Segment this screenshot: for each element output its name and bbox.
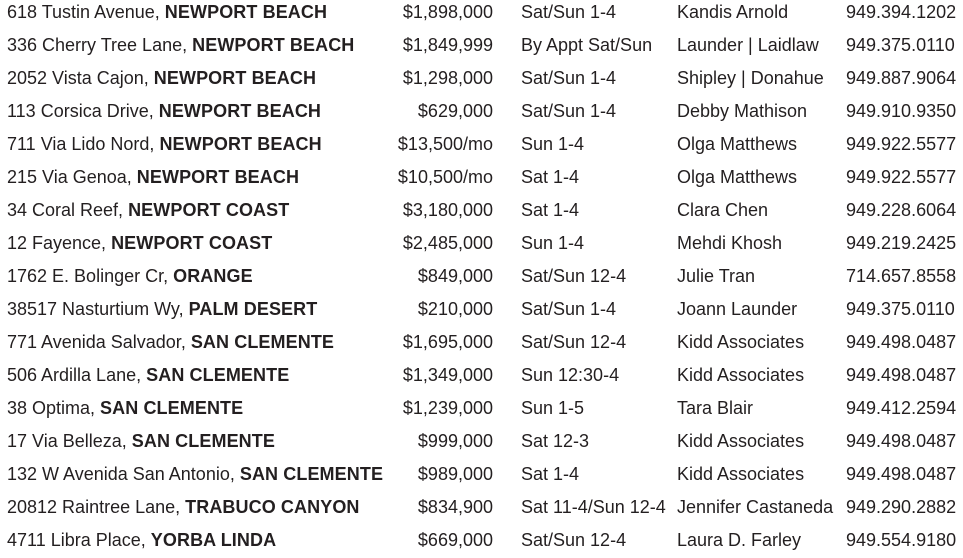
listing-agent: Julie Tran [677,266,756,286]
listing-city: NEWPORT COAST [111,233,273,253]
listing-phone: 949.554.9180 [846,530,957,550]
listing-phone: 949.498.0487 [846,464,957,484]
listing-price: $2,485,000 [402,233,493,253]
listing-open-hours: Sat 12-3 [521,431,590,451]
listing-phone: 949.412.2594 [846,398,957,418]
listing-open-hours: Sat 11-4/Sun 12-4 [521,497,666,517]
listing-row [0,161,963,194]
listing-open-hours: Sat/Sun 12-4 [521,530,627,550]
listing-price: $1,898,000 [402,2,493,22]
listing-price: $834,900 [417,497,493,517]
listing-address [7,29,354,62]
listing-phone: 949.228.6064 [846,200,957,220]
listing-row [0,425,963,458]
listing-agent: Kidd Associates [677,464,805,484]
listing-street: 38517 Nasturtium Wy, [7,299,189,319]
listing-phone: 949.922.5577 [846,134,957,154]
listing-price: $1,349,000 [402,365,493,385]
listing-street: 215 Via Genoa, [7,167,137,187]
listing-open-hours: Sat/Sun 1-4 [521,2,617,22]
listing-agent: Jennifer Castaneda [677,497,834,517]
listing-price: $669,000 [417,530,493,550]
listing-phone: 949.498.0487 [846,332,957,352]
listing-phone: 949.290.2882 [846,497,957,517]
listing-row [0,326,963,359]
listing-address [7,161,299,194]
listing-address [7,260,253,293]
listing-address [7,227,272,260]
listing-row [0,95,963,128]
listing-phone: 949.887.9064 [846,68,957,88]
listing-city: SAN CLEMENTE [239,464,384,484]
listing-city: NEWPORT BEACH [158,101,322,121]
listing-phone: 949.219.2425 [846,233,957,253]
listing-open-hours: Sat/Sun 12-4 [521,266,627,286]
listing-agent: Joann Launder [677,299,798,319]
listing-open-hours: Sun 12:30-4 [521,365,620,385]
listing-address [7,425,275,458]
listing-city: PALM DESERT [188,299,318,319]
listing-price: $13,500/mo [397,134,493,154]
listing-agent: Laura D. Farley [677,530,802,550]
listing-address [7,524,276,557]
listing-address [7,359,289,392]
listing-street: 1762 E. Bolinger Cr, [7,266,174,286]
listing-open-hours: Sat 1-4 [521,200,580,220]
listing-open-hours: Sat/Sun 1-4 [521,101,617,121]
listing-agent: Shipley | Donahue [677,68,824,88]
listing-agent: Kandis Arnold [677,2,789,22]
listing-street: 12 Fayence, [7,233,112,253]
listing-street: 34 Coral Reef, [7,200,129,220]
listing-street: 618 Tustin Avenue, [7,2,165,22]
listing-agent: Mehdi Khosh [677,233,783,253]
listing-agent: Olga Matthews [677,134,798,154]
listing-price: $849,000 [417,266,493,286]
listing-price: $1,239,000 [402,398,493,418]
listing-address [7,194,289,227]
listing-street: 506 Ardilla Lane, [7,365,147,385]
listing-price: $10,500/mo [397,167,493,187]
listing-agent: Kidd Associates [677,431,805,451]
listing-street: 17 Via Belleza, [7,431,132,451]
listing-phone: 949.394.1202 [846,2,957,22]
listing-row [0,29,963,62]
listing-price: $1,849,999 [402,35,493,55]
listing-row [0,293,963,326]
listing-price: $1,695,000 [402,332,493,352]
listing-agent: Kidd Associates [677,365,805,385]
listing-address [7,0,327,29]
listing-street: 4711 Libra Place, [7,530,151,550]
listing-open-hours: Sun 1-4 [521,233,585,253]
listing-row [0,524,963,557]
listing-phone: 949.910.9350 [846,101,957,121]
listing-open-hours: Sat/Sun 12-4 [521,332,627,352]
listing-price: $629,000 [417,101,493,121]
listing-agent: Tara Blair [677,398,754,418]
listing-address [7,458,383,491]
listing-city: NEWPORT BEACH [192,35,355,55]
listing-phone: 714.657.8558 [846,266,957,286]
listing-address [7,95,321,128]
listing-open-hours: Sat 1-4 [521,464,580,484]
listing-city: NEWPORT BEACH [159,134,322,154]
listing-row [0,0,963,29]
listing-row [0,227,963,260]
listing-address [7,128,322,161]
listing-city: NEWPORT BEACH [153,68,317,88]
listing-row [0,194,963,227]
listing-row [0,458,963,491]
listing-open-hours: Sun 1-5 [521,398,585,418]
listing-price: $999,000 [417,431,493,451]
listing-agent: Olga Matthews [677,167,798,187]
listing-open-hours: Sat/Sun 1-4 [521,299,617,319]
listing-street: 113 Corsica Drive, [7,101,159,121]
listing-agent: Clara Chen [677,200,769,220]
listing-street: 38 Optima, [7,398,101,418]
listing-street: 711 Via Lido Nord, [7,134,160,154]
listing-city: TRABUCO CANYON [185,497,360,517]
listing-agent: Launder | Laidlaw [677,35,819,55]
listing-street: 2052 Vista Cajon, [7,68,154,88]
listing-phone: 949.922.5577 [846,167,957,187]
listing-phone: 949.375.0110 [846,35,955,55]
listing-price: $3,180,000 [402,200,493,220]
listing-address [7,293,317,326]
listing-address [7,392,243,425]
listing-street: 20812 Raintree Lane, [7,497,186,517]
listing-agent: Debby Mathison [677,101,808,121]
listing-row [0,62,963,95]
listing-phone: 949.375.0110 [846,299,955,319]
listing-address [7,326,334,359]
listing-row [0,128,963,161]
listing-row [0,491,963,524]
listing-city: ORANGE [173,266,253,286]
listing-open-hours: Sun 1-4 [521,134,585,154]
listing-row [0,359,963,392]
listing-row [0,392,963,425]
listing-city: YORBA LINDA [150,530,277,550]
listing-price: $989,000 [417,464,493,484]
listing-city: NEWPORT BEACH [164,2,328,22]
listing-street: 771 Avenida Salvador, [7,332,191,352]
listing-row [0,260,963,293]
listing-open-hours: Sat/Sun 1-4 [521,68,617,88]
listing-phone: 949.498.0487 [846,431,957,451]
listing-city: NEWPORT BEACH [136,167,300,187]
listing-price: $210,000 [417,299,493,319]
listing-open-hours: Sat 1-4 [521,167,580,187]
listing-phone: 949.498.0487 [846,365,957,385]
listing-address [7,62,316,95]
listing-city: NEWPORT COAST [128,200,290,220]
listing-open-hours: By Appt Sat/Sun [521,35,653,55]
listing-city: SAN CLEMENTE [146,365,290,385]
listing-address [7,491,360,524]
listing-agent: Kidd Associates [677,332,805,352]
listing-street: 336 Cherry Tree Lane, [7,35,193,55]
listing-street: 132 W Avenida San Antonio, [7,464,240,484]
listing-city: SAN CLEMENTE [100,398,244,418]
listing-city: SAN CLEMENTE [190,332,335,352]
listing-city: SAN CLEMENTE [131,431,275,451]
listing-price: $1,298,000 [402,68,493,88]
